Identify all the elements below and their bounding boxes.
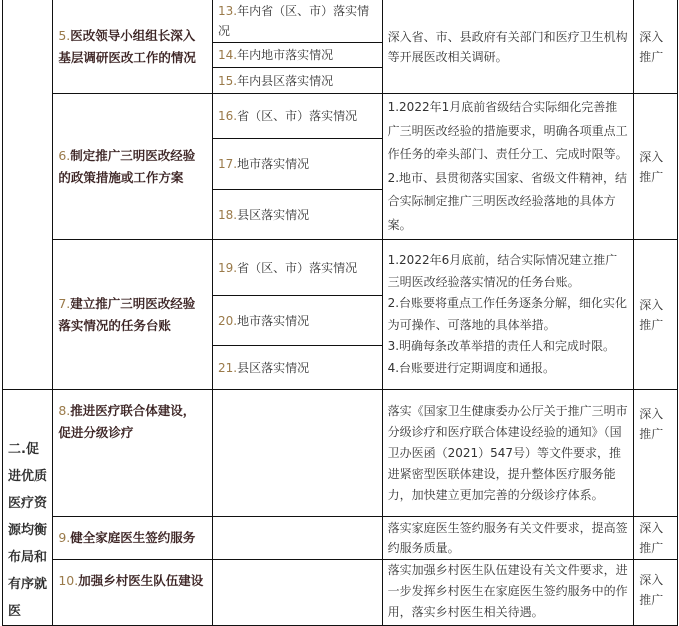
sub-item-cell bbox=[213, 68, 383, 94]
sub-number: 16. bbox=[218, 109, 238, 123]
action-cell: 深入推广 bbox=[634, 94, 678, 240]
task-number: 9. bbox=[58, 530, 71, 545]
sub-item-cell bbox=[213, 94, 383, 139]
task-title: 制定推广三明医改经验的政策措施或工作方案 bbox=[58, 147, 196, 185]
requirement-cell bbox=[382, 94, 634, 240]
sub-text: 省（区、市）落实情况 bbox=[237, 109, 358, 123]
requirement-text: 落实家庭医生签约服务有关文件要求，提高签约服务质量。 bbox=[387, 521, 628, 555]
task-title-cell bbox=[53, 390, 213, 517]
task-title-cell bbox=[53, 0, 213, 94]
sub-text: 省（区、市）落实情况 bbox=[237, 260, 358, 275]
sub-text: 年内地市落实情况 bbox=[237, 48, 334, 62]
sub-number: 19. bbox=[218, 260, 238, 275]
task-number: 5. bbox=[58, 27, 71, 43]
task-title-cell bbox=[53, 94, 213, 240]
requirement-text: 1.2022年1月底前省级结合实际细化完善推广三明医改经验的措施要求，明确各项重点工作任务的牵头部门、责任分工、完成时限等。 bbox=[387, 100, 628, 161]
task-title-cell bbox=[53, 560, 213, 626]
table-row bbox=[3, 240, 678, 296]
task-title-cell bbox=[53, 517, 213, 560]
table-row bbox=[3, 0, 678, 43]
table-row bbox=[3, 560, 678, 626]
action-cell: 深入推广 bbox=[634, 0, 678, 94]
requirement-text: 1.2022年6月底前，结合实际情况建立推广三明医改经验落实情况的任务台账。 bbox=[387, 253, 618, 289]
task-number: 8. bbox=[58, 403, 71, 418]
action-cell: 深入推广 bbox=[634, 240, 678, 390]
requirement-text: 深入省、市、县政府有关部门和医疗卫生机构等开展医改相关调研。 bbox=[387, 29, 628, 64]
sub-text: 地市落实情况 bbox=[237, 313, 310, 328]
task-title: 建立推广三明医改经验落实情况的任务台账 bbox=[58, 295, 196, 333]
reform-task-table bbox=[2, 0, 678, 626]
task-title: 加强乡村医生队伍建设 bbox=[78, 573, 204, 588]
sub-text: 年内省（区、市）落实情况 bbox=[218, 4, 370, 38]
requirement-cell bbox=[382, 560, 634, 626]
task-title: 健全家庭医生签约服务 bbox=[70, 530, 196, 545]
task-number: 10. bbox=[58, 573, 79, 588]
sub-item-cell bbox=[213, 0, 383, 43]
section-label: 二.促进优质医疗资源均衡布局和有序就医 bbox=[3, 390, 53, 626]
section-cell-empty bbox=[3, 0, 53, 390]
requirement-text: 落实《国家卫生健康委办公厅关于推广三明市分级诊疗和医疗联合体建设经验的通知》（国卫办医函（2021）547号）等文件要求，推进紧密型医联体建设，提升整体医疗服务能力，加快建立更加完善的分级诊疗体系。 bbox=[387, 403, 628, 502]
task-number: 6. bbox=[58, 147, 71, 163]
sub-number: 20. bbox=[218, 313, 238, 328]
requirement-text: 4.台账要进行定期调度和通报。 bbox=[387, 360, 556, 375]
action-cell: 深入推广 bbox=[634, 560, 678, 626]
requirement-cell bbox=[382, 390, 634, 517]
action-cell: 深入推广 bbox=[634, 517, 678, 560]
task-number: 7. bbox=[58, 295, 71, 311]
task-title-cell bbox=[53, 240, 213, 390]
task-title: 医改领导小组组长深入基层调研医改工作的情况 bbox=[58, 27, 196, 65]
requirement-text: 2.地市、县贯彻落实国家、省级文件精神，结合实际制定推广三明医改经验落地的具体方案。 bbox=[387, 170, 628, 232]
sub-number: 21. bbox=[218, 360, 238, 375]
table-row bbox=[3, 517, 678, 560]
sub-number: 17. bbox=[218, 157, 238, 171]
sub-text: 年内县区落实情况 bbox=[237, 73, 334, 88]
sub-item-cell-empty bbox=[213, 560, 383, 626]
sub-number: 14. bbox=[218, 48, 238, 62]
sub-item-cell bbox=[213, 346, 383, 390]
sub-text: 县区落实情况 bbox=[237, 207, 310, 222]
sub-item-cell-empty bbox=[213, 517, 383, 560]
action-cell: 深入推广 bbox=[634, 390, 678, 517]
sub-number: 18. bbox=[218, 207, 238, 222]
sub-item-cell bbox=[213, 43, 383, 68]
requirement-text: 2.台账要将重点工作任务逐条分解，细化实化为可操作、可落地的具体举措。 bbox=[387, 296, 628, 332]
sub-item-cell bbox=[213, 139, 383, 190]
task-title: 推进医疗联合体建设，促进分级诊疗 bbox=[58, 403, 196, 440]
sub-item-cell-empty bbox=[213, 390, 383, 517]
sub-number: 13. bbox=[218, 4, 238, 18]
sub-item-cell bbox=[213, 296, 383, 346]
table-row bbox=[3, 390, 678, 517]
sub-text: 县区落实情况 bbox=[237, 360, 310, 375]
requirement-cell bbox=[382, 0, 634, 94]
sub-text: 地市落实情况 bbox=[237, 157, 310, 171]
requirement-cell bbox=[382, 517, 634, 560]
requirement-cell bbox=[382, 240, 634, 390]
sub-number: 15. bbox=[218, 73, 238, 88]
requirement-text: 落实加强乡村医生队伍建设有关文件要求，进一步发挥乡村医生在家庭医生签约服务中的作用，落实乡村医生相关待遇。 bbox=[387, 563, 628, 619]
sub-item-cell bbox=[213, 240, 383, 296]
table-row bbox=[3, 94, 678, 139]
sub-item-cell bbox=[213, 190, 383, 240]
requirement-text: 3.明确每条改革举措的责任人和完成时限。 bbox=[387, 339, 616, 353]
